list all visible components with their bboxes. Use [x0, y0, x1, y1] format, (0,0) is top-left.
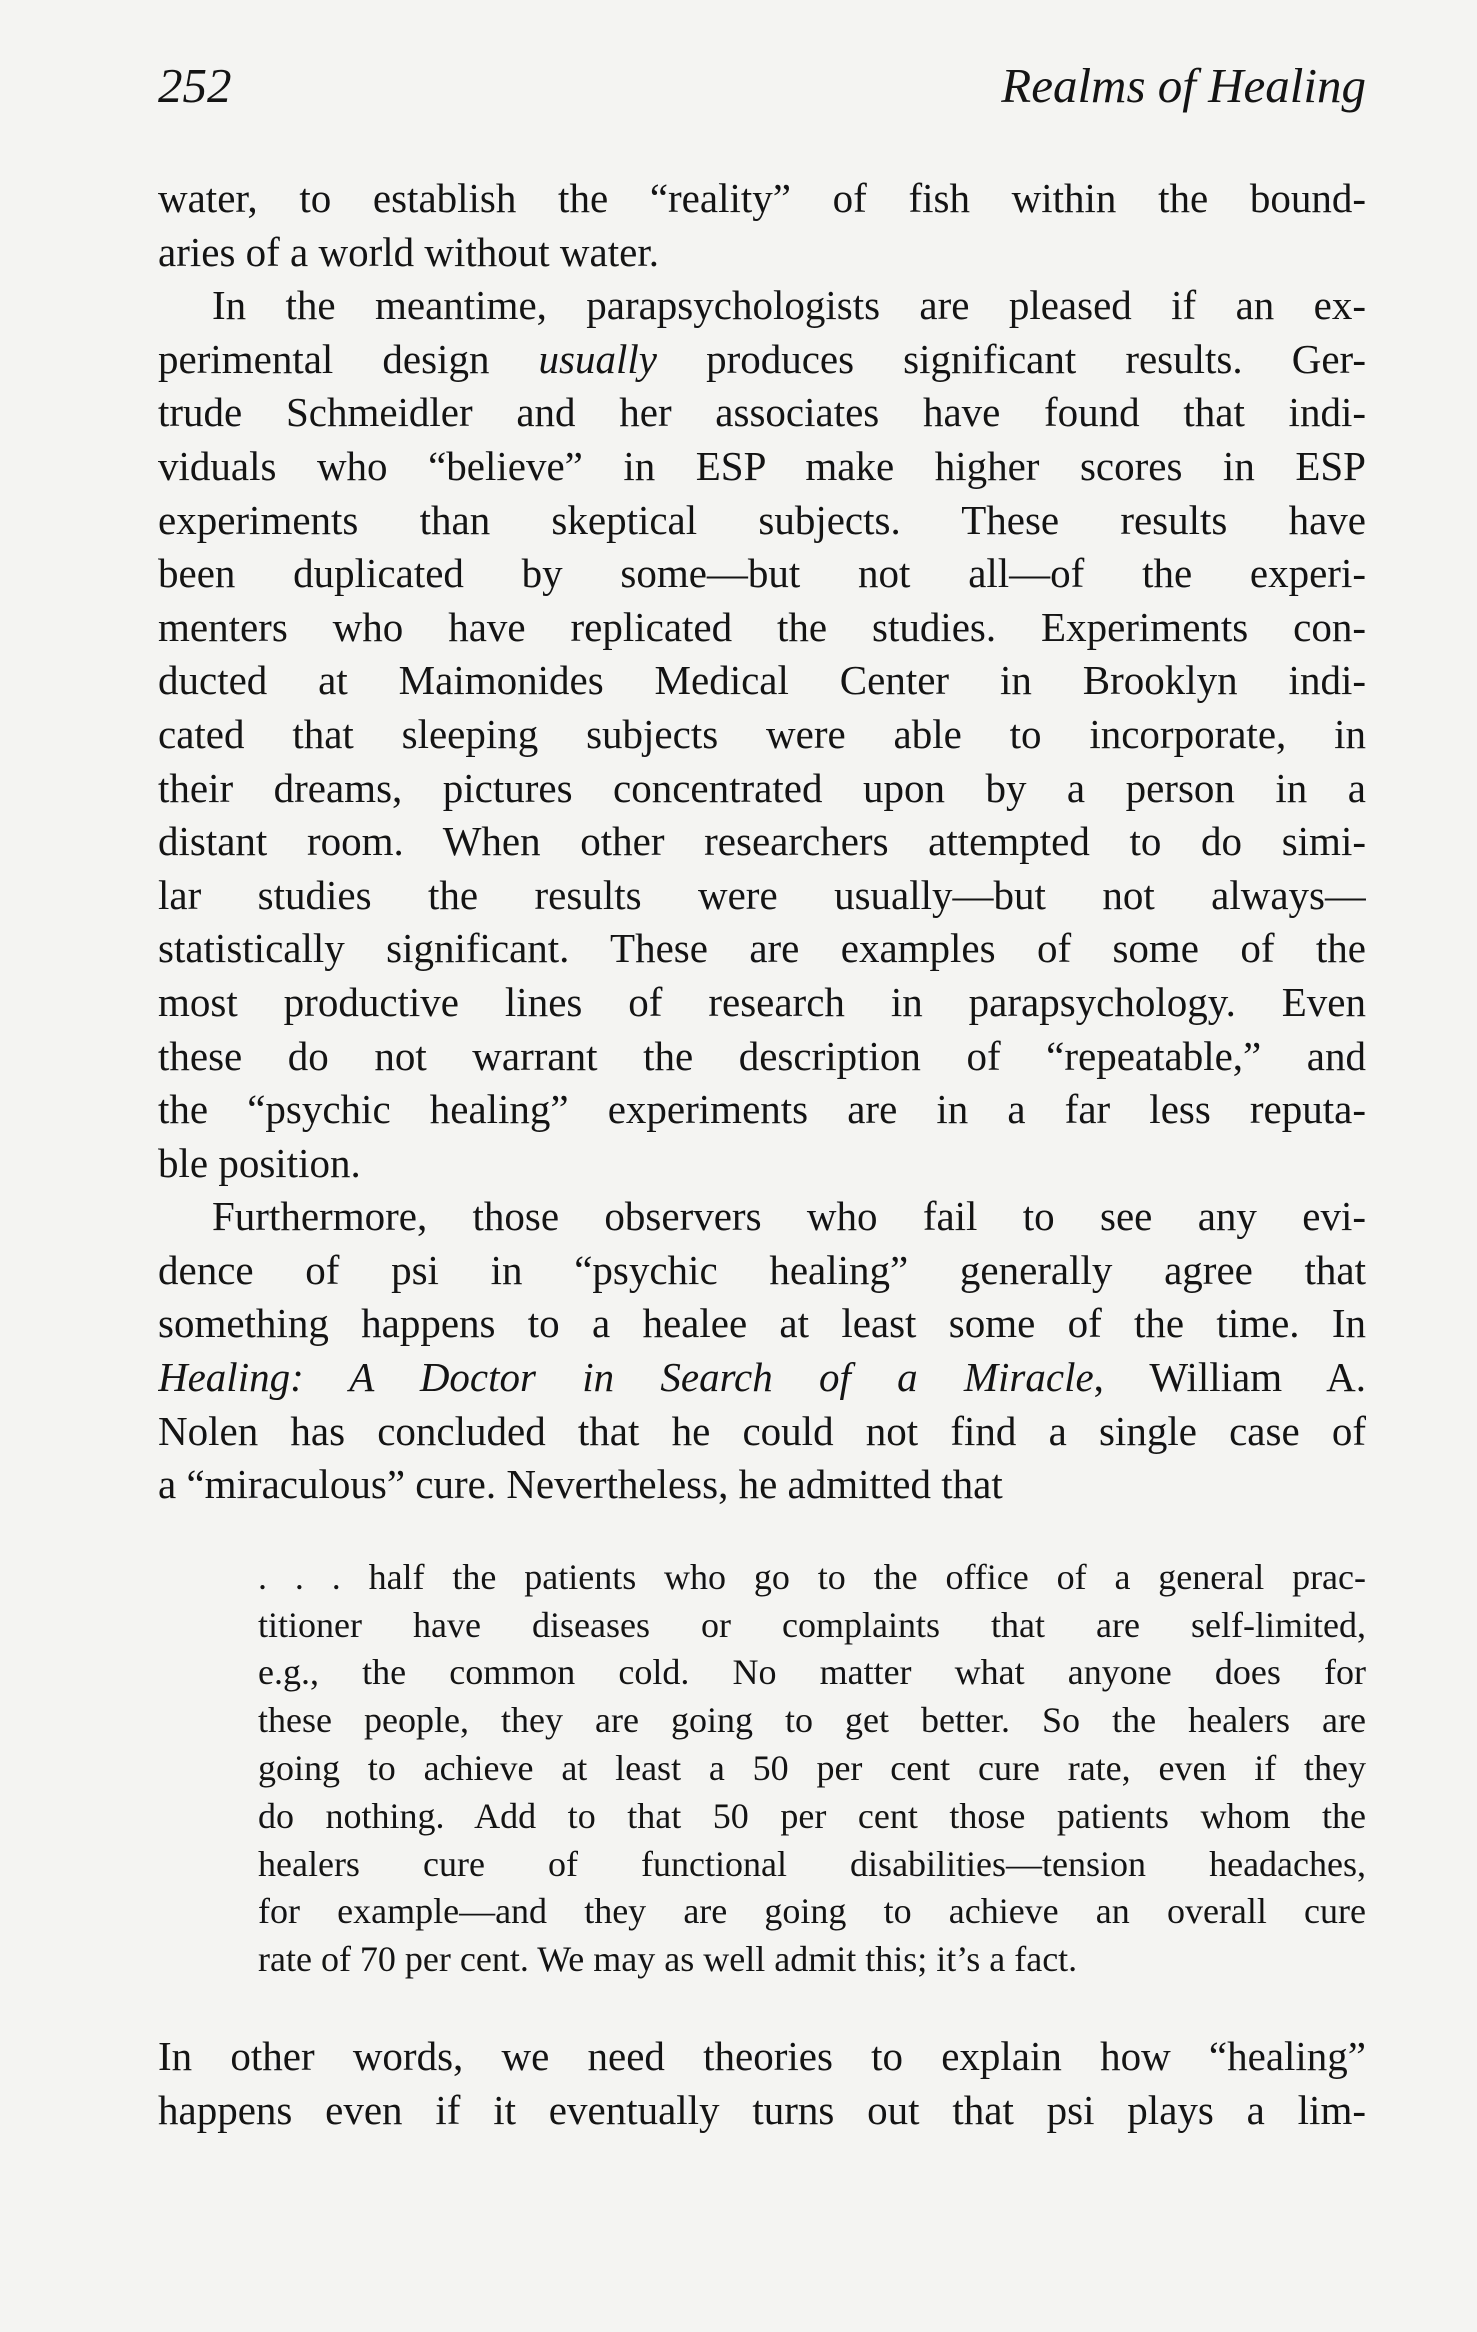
text-line: In other words, we need theories to explain how “healing” — [158, 2033, 1366, 2080]
text-line: viduals who “believe” in ESP make higher scores in ESP — [158, 442, 1366, 489]
text-line: In the meantime, parapsychologists are pleased if an ex- — [212, 282, 1366, 329]
text-line: most productive lines of research in parapsychology. Even — [158, 978, 1366, 1025]
text-line: these do not warrant the description of “repeatable,” and — [158, 1032, 1366, 1079]
text-line: Nolen has concluded that he could not find a single case of — [158, 1407, 1366, 1454]
text-fragment: produces significant results. Ger- — [656, 335, 1366, 382]
text-line: distant room. When other researchers attempted to do simi- — [158, 818, 1366, 865]
text-line: the “psychic healing” experiments are in a far less reputa- — [158, 1086, 1366, 1133]
quote-line: for example—and they are going to achieve an overall cure — [258, 1891, 1366, 1932]
quote-line: titioner have diseases or complaints that are self-limited, — [258, 1604, 1366, 1645]
block-quote — [258, 1554, 1366, 1984]
text-line: water, to establish the “reality” of fish within the bound- — [158, 175, 1366, 221]
text-line: ble position. — [158, 1139, 361, 1186]
text-fragment: perimental design — [158, 335, 539, 382]
text-line: something happens to a healee at least some of the time. In — [158, 1300, 1366, 1347]
running-title: Realms of Healing — [1001, 58, 1366, 113]
paragraph-4 — [158, 2030, 1366, 2137]
text-line: Furthermore, those observers who fail to see any evi- — [212, 1193, 1366, 1240]
quote-line: . . . half the patients who go to the office of a general prac- — [258, 1556, 1366, 1597]
text-line: a “miraculous” cure. Nevertheless, he admitted that — [158, 1461, 1003, 1508]
text-line: trude Schmeidler and her associates have found that indi- — [158, 389, 1366, 436]
body-text — [158, 172, 1366, 2137]
text-line: lar studies the results were usually—but not always— — [158, 871, 1366, 918]
quote-line: rate of 70 per cent. We may as well admit this; it’s a fact. — [258, 1939, 1078, 1980]
text-line: ducted at Maimonides Medical Center in Brooklyn indi- — [158, 657, 1366, 704]
paragraph-3 — [158, 1190, 1366, 1512]
paragraph-1 — [158, 172, 1366, 279]
page-number: 252 — [158, 58, 232, 113]
text-line: happens even if it eventually turns out that psi plays a lim- — [158, 2086, 1366, 2133]
text-line — [158, 1351, 1366, 1405]
emphasis: usually — [538, 335, 657, 382]
book-title: Healing: A Doctor in Search of a Miracle — [158, 1354, 1094, 1401]
quote-line: do nothing. Add to that 50 per cent those patients whom the — [258, 1795, 1366, 1836]
text-line: cated that sleeping subjects were able to incorporate, in — [158, 710, 1366, 757]
quote-line: these people, they are going to get better. So the healers are — [258, 1700, 1366, 1741]
text-line: their dreams, pictures concentrated upon by a person in a — [158, 764, 1366, 811]
text-line: dence of psi in “psychic healing” generally agree that — [158, 1246, 1366, 1293]
running-head — [158, 56, 1366, 116]
quote-line: going to achieve at least a 50 per cent cure rate, even if they — [258, 1748, 1366, 1789]
quote-line: healers cure of functional disabilities—tension headaches, — [258, 1843, 1366, 1884]
text-line: statistically significant. These are examples of some of the — [158, 925, 1366, 972]
paragraph-2 — [158, 279, 1366, 1190]
text-line: been duplicated by some—but not all—of the experi- — [158, 550, 1366, 597]
text-line: aries of a world without water. — [158, 228, 659, 275]
quote-line: e.g., the common cold. No matter what anyone does for — [258, 1652, 1366, 1693]
text-line: menters who have replicated the studies. Experiments con- — [158, 603, 1366, 650]
text-line: experiments than skeptical subjects. These results have — [158, 496, 1366, 543]
text-fragment: , William A. — [1093, 1354, 1366, 1401]
text-line — [158, 333, 1366, 387]
